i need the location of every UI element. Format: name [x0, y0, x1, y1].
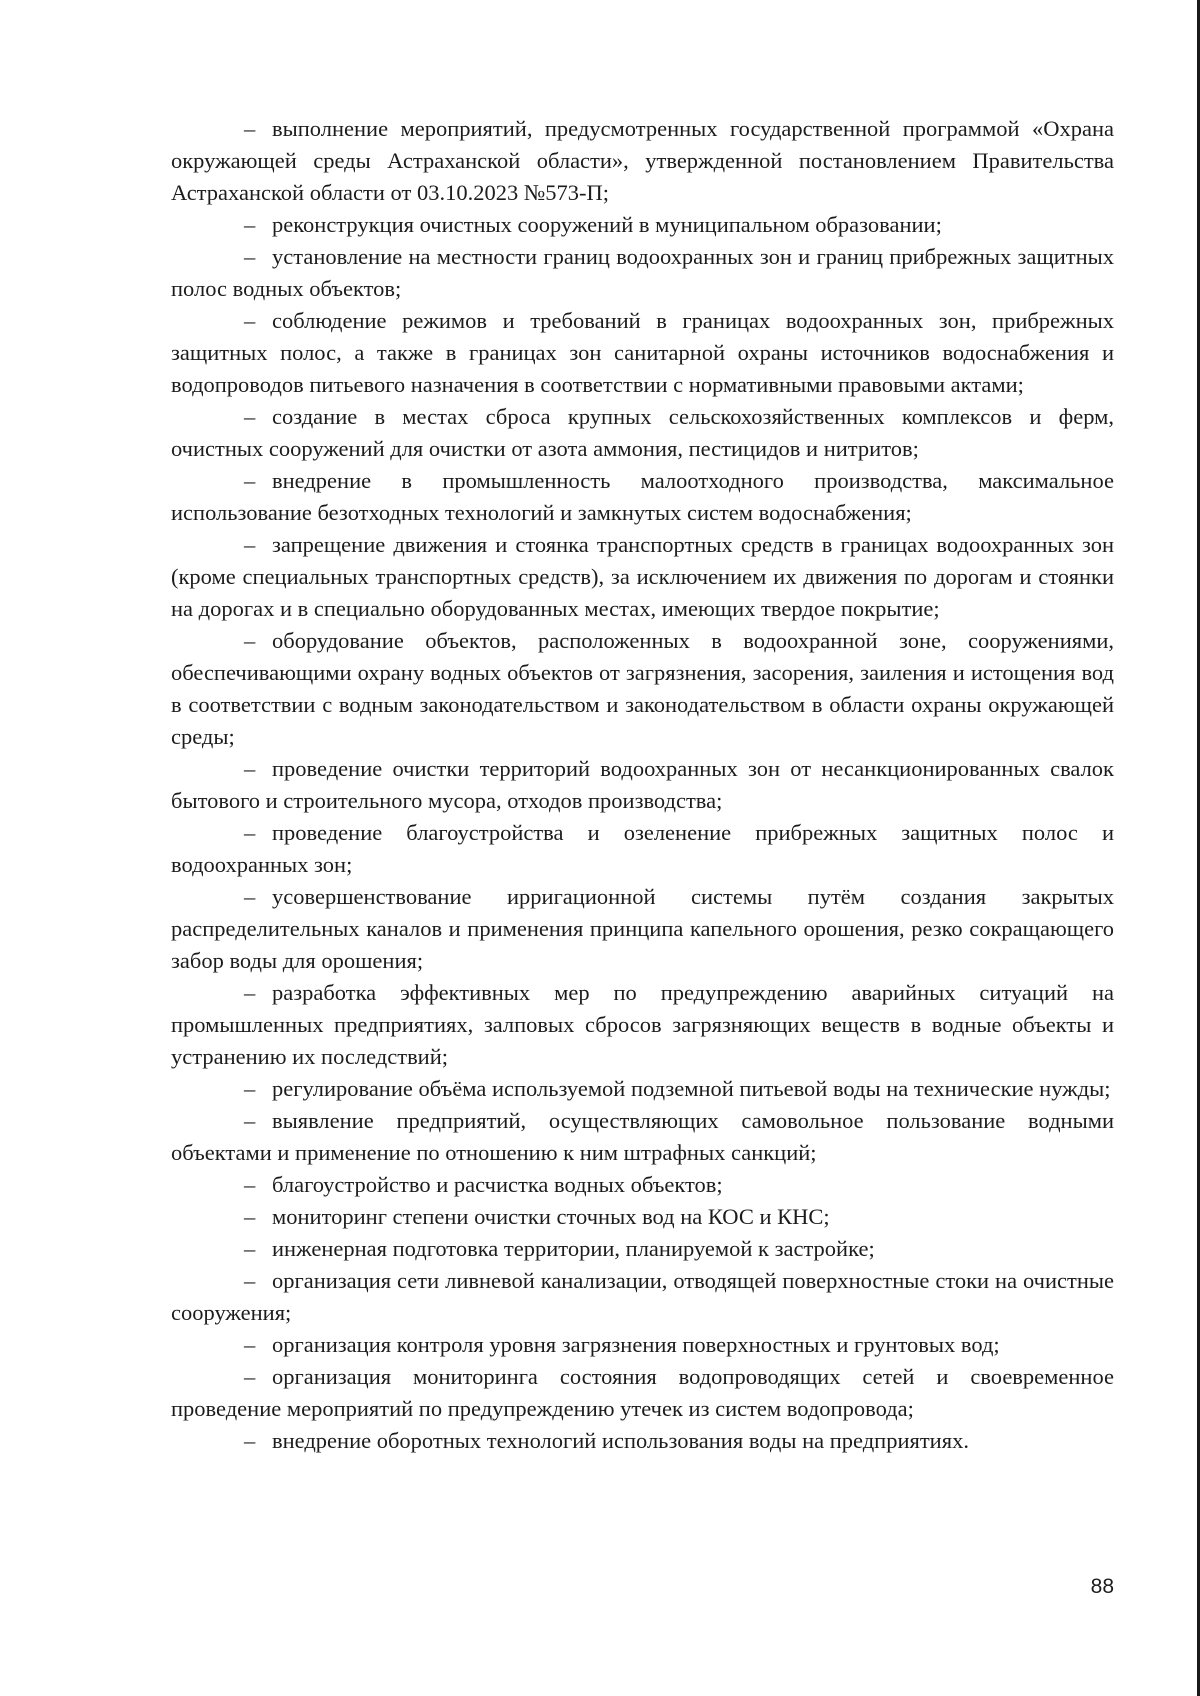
list-item — [171, 1201, 1114, 1233]
list-item-text: мониторинг степени очистки сточных вод на КОС и КНС; — [272, 1204, 830, 1229]
list-item-text: инженерная подготовка территории, планируемой к застройке; — [272, 1236, 875, 1261]
list-item-text: установление на местности границ водоохранных зон и границ прибрежных защитных полос водных объектов; — [171, 244, 1114, 301]
list-item-text: регулирование объёма используемой подземной питьевой воды на технические нужды; — [272, 1076, 1111, 1101]
list-item — [171, 401, 1114, 465]
bullet-dash: – — [244, 244, 256, 269]
bullet-dash: – — [244, 116, 256, 141]
list-item-text: организация мониторинга состояния водопроводящих сетей и своевременное проведение мероприятий по предупреждению утечек из систем водопровода; — [171, 1364, 1114, 1421]
list-item-text: организация сети ливневой канализации, отводящей поверхностные стоки на очистные сооружения; — [171, 1268, 1114, 1325]
list-item-text: выявление предприятий, осуществляющих самовольное пользование водными объектами и применение по отношению к ним штрафных санкций; — [171, 1108, 1114, 1165]
list-item — [171, 1105, 1114, 1169]
bullet-dash: – — [244, 1076, 256, 1101]
list-item — [171, 465, 1114, 529]
bullet-dash: – — [244, 884, 256, 909]
bullet-dash: – — [244, 1236, 256, 1261]
list-item — [171, 113, 1114, 209]
list-item — [171, 1169, 1114, 1201]
measures-list — [171, 113, 1114, 1457]
bullet-dash: – — [244, 1428, 256, 1453]
page-number: 88 — [1090, 1575, 1114, 1598]
list-item — [171, 625, 1114, 753]
list-item-text: проведение благоустройства и озеленение прибрежных защитных полос и водоохранных зон; — [171, 820, 1114, 877]
list-item — [171, 1265, 1114, 1329]
list-item — [171, 1329, 1114, 1361]
list-item-text: благоустройство и расчистка водных объектов; — [272, 1172, 723, 1197]
list-item — [171, 1425, 1114, 1457]
list-item-text: проведение очистки территорий водоохранных зон от несанкционированных свалок бытового и строительного мусора, отходов производства; — [171, 756, 1114, 813]
bullet-dash: – — [244, 1364, 256, 1389]
list-item — [171, 977, 1114, 1073]
list-item-text: разработка эффективных мер по предупреждению аварийных ситуаций на промышленных предприятиях, залповых сбросов загрязняющих веществ в водные объекты и устранению их последствий; — [171, 980, 1114, 1069]
list-item — [171, 1361, 1114, 1425]
bullet-dash: – — [244, 308, 256, 333]
list-item-text: запрещение движения и стоянка транспортных средств в границах водоохранных зон (кроме специальных транспортных средств), за исключением их движения по дорогам и стоянки на дорогах и в специально оборудованных местах, имеющих твердое покрытие; — [171, 532, 1114, 621]
bullet-dash: – — [244, 980, 256, 1005]
list-item — [171, 1073, 1114, 1105]
list-item — [171, 241, 1114, 305]
list-item — [171, 305, 1114, 401]
bullet-dash: – — [244, 1204, 256, 1229]
bullet-dash: – — [244, 1172, 256, 1197]
bullet-dash: – — [244, 212, 256, 237]
list-item-text: организация контроля уровня загрязнения поверхностных и грунтовых вод; — [272, 1332, 1000, 1357]
bullet-dash: – — [244, 404, 256, 429]
bullet-dash: – — [244, 468, 256, 493]
list-item-text: усовершенствование ирригационной системы путём создания закрытых распределительных каналов и применения принципа капельного орошения, резко сокращающего забор воды для орошения; — [171, 884, 1114, 973]
list-item-text: выполнение мероприятий, предусмотренных государственной программой «Охрана окружающей среды Астраханской области», утвержденной постановлением Правительства Астраханской области от 03.10.2023 №573-П; — [171, 116, 1114, 205]
list-item — [171, 753, 1114, 817]
bullet-dash: – — [244, 1108, 256, 1133]
list-item — [171, 881, 1114, 977]
list-item — [171, 529, 1114, 625]
list-item — [171, 817, 1114, 881]
bullet-dash: – — [244, 756, 256, 781]
list-item-text: создание в местах сброса крупных сельскохозяйственных комплексов и ферм, очистных сооружений для очистки от азота аммония, пестицидов и нитритов; — [171, 404, 1114, 461]
bullet-dash: – — [244, 1332, 256, 1357]
bullet-dash: – — [244, 532, 256, 557]
list-item-text: внедрение оборотных технологий использования воды на предприятиях. — [272, 1428, 969, 1453]
list-item-text: внедрение в промышленность малоотходного производства, максимальное использование безотходных технологий и замкнутых систем водоснабжения; — [171, 468, 1114, 525]
list-item — [171, 209, 1114, 241]
list-item — [171, 1233, 1114, 1265]
bullet-dash: – — [244, 628, 256, 653]
list-item-text: оборудование объектов, расположенных в водоохранной зоне, сооружениями, обеспечивающими охрану водных объектов от загрязнения, засорения, заиления и истощения вод в соответствии с водным законодательством и законодательством в области охраны окружающей среды; — [171, 628, 1114, 749]
bullet-dash: – — [244, 1268, 256, 1293]
bullet-dash: – — [244, 820, 256, 845]
list-item-text: реконструкция очистных сооружений в муниципальном образовании; — [272, 212, 942, 237]
list-item-text: соблюдение режимов и требований в границах водоохранных зон, прибрежных защитных полос, а также в границах зон санитарной охраны источников водоснабжения и водопроводов питьевого назначения в соответствии с нормативными правовыми актами; — [171, 308, 1114, 397]
